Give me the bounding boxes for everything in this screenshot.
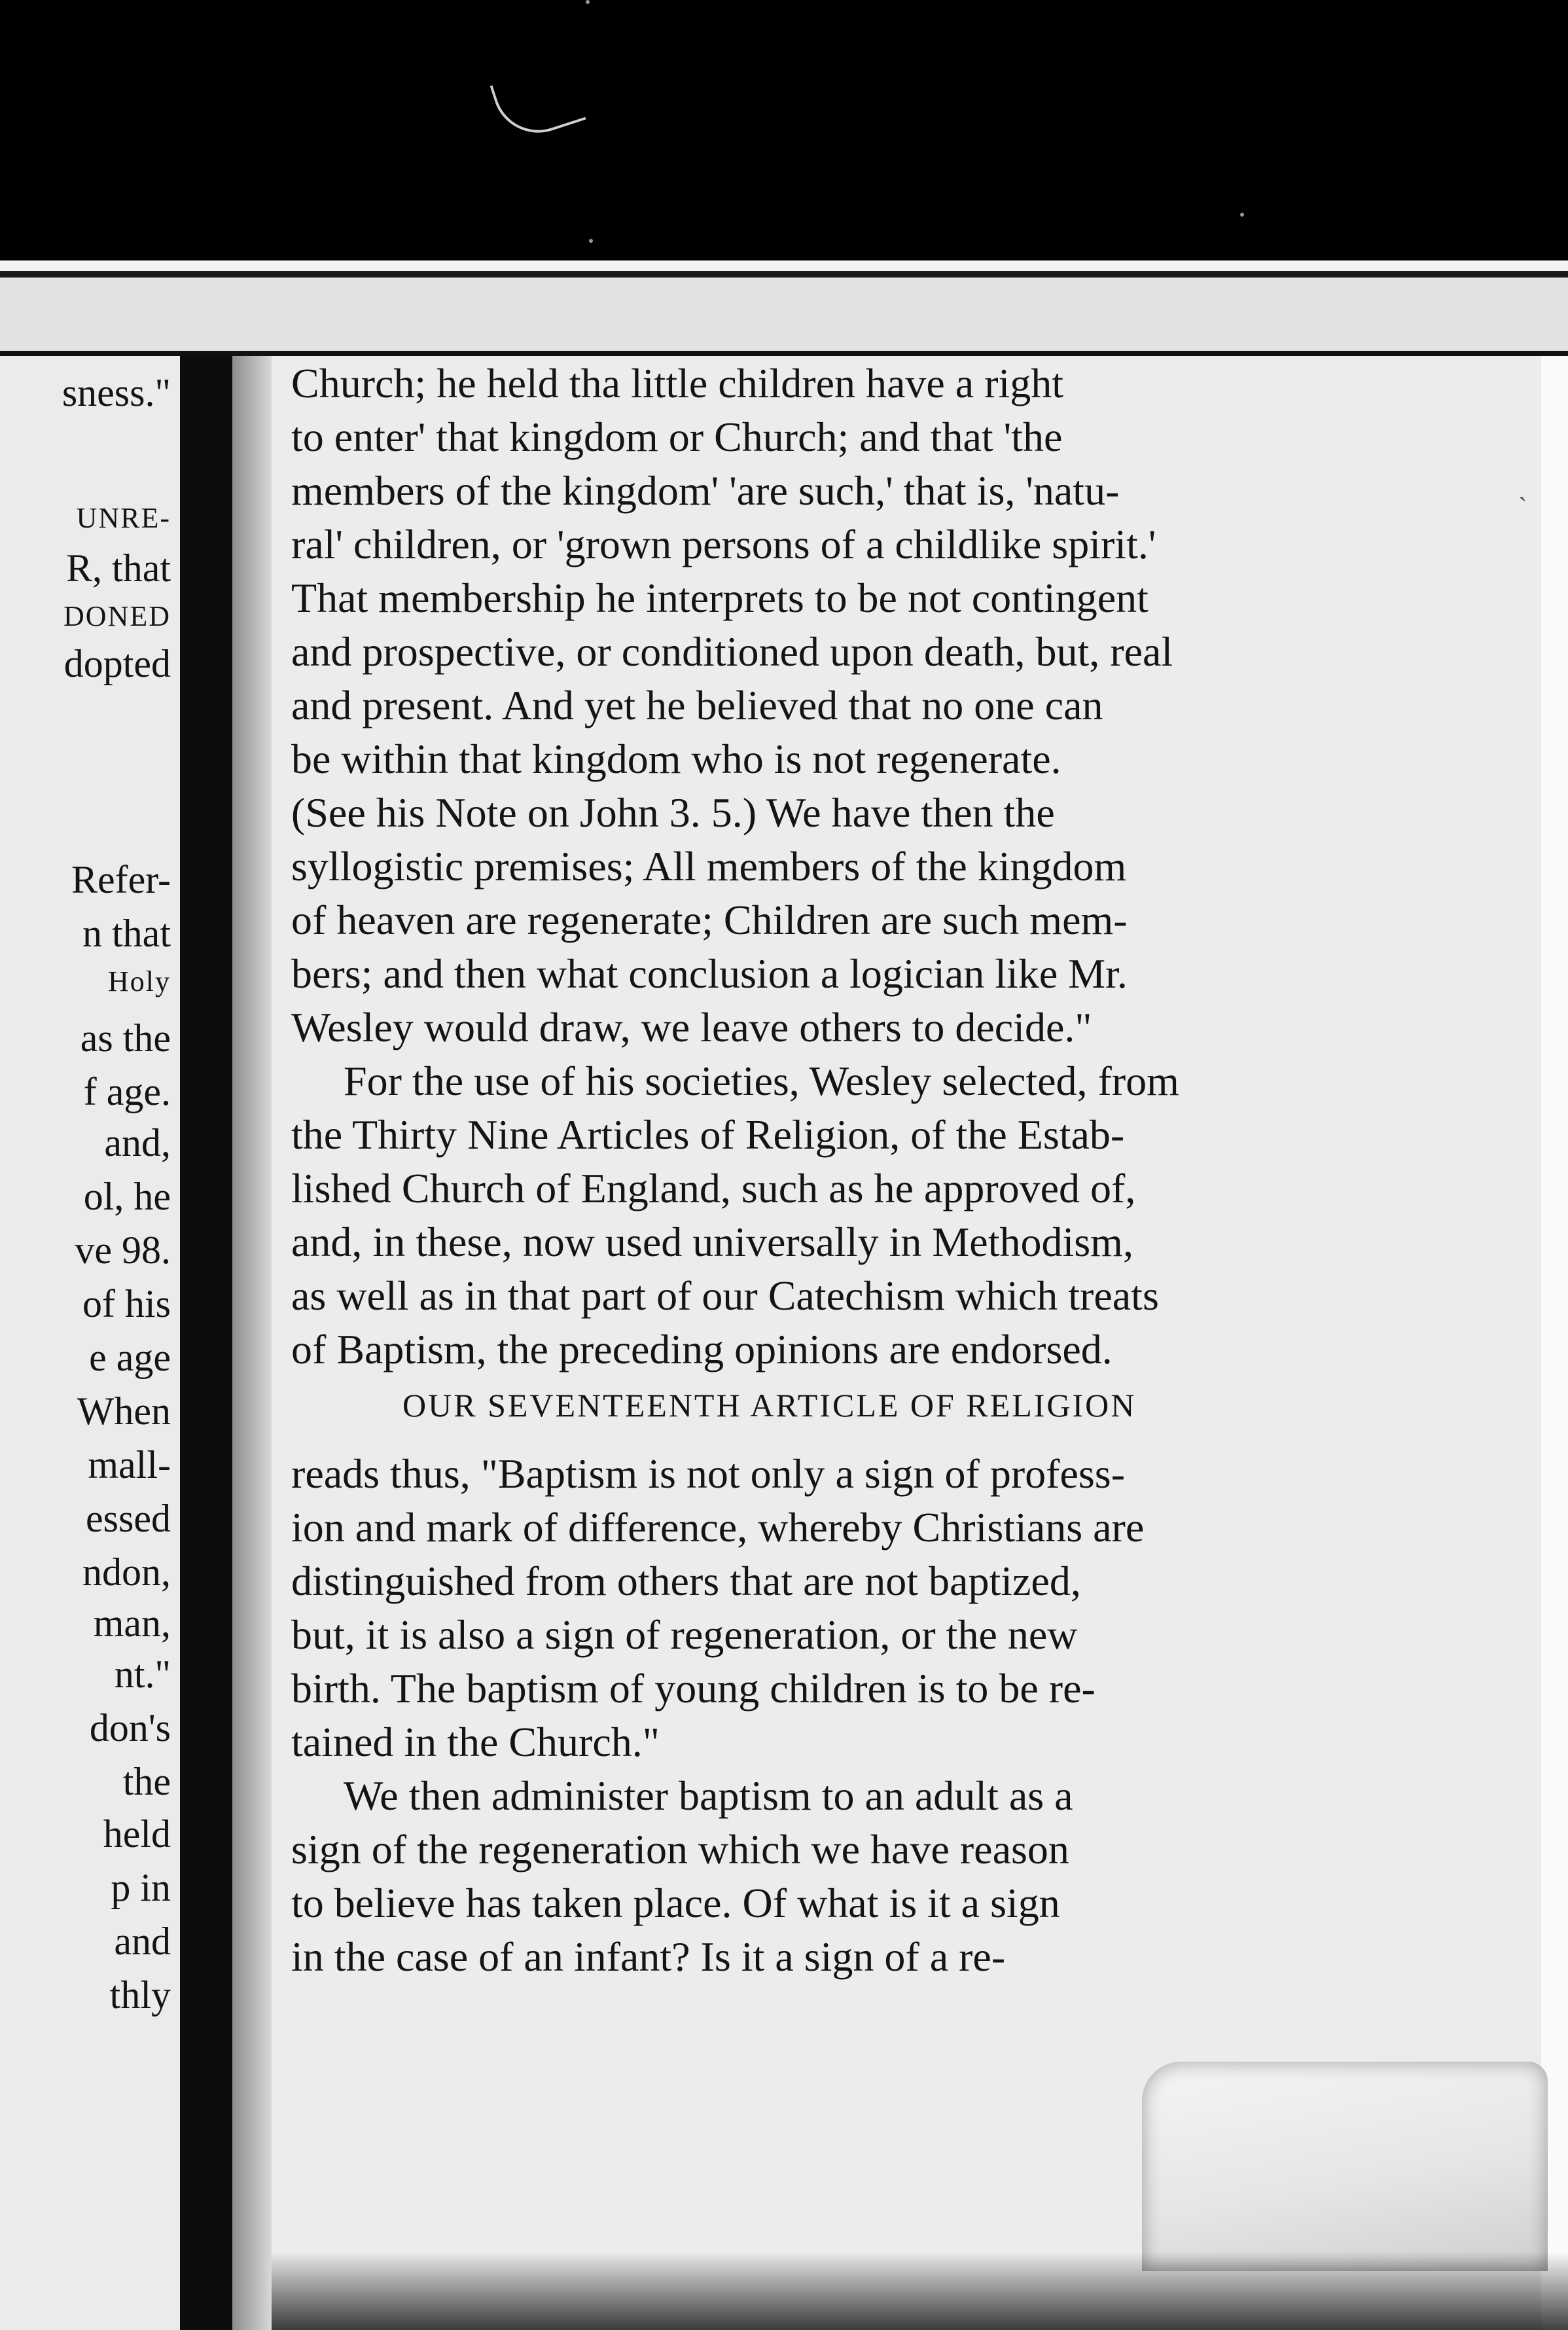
text-line: to believe has taken place. Of what is it a sign xyxy=(291,1880,1060,1926)
left-page-line: n that xyxy=(82,912,171,955)
text-line: ion and mark of difference, whereby Christians are xyxy=(291,1504,1145,1550)
text-line: tained in the Church." xyxy=(291,1719,660,1765)
text-line: That membership he interprets to be not contingent xyxy=(291,575,1149,621)
article-heading: OUR SEVENTEENTH ARTICLE OF RELIGION xyxy=(402,1387,1137,1424)
text-line: members of the kingdom' 'are such,' that is, 'natu- xyxy=(291,467,1120,514)
text-line: lished Church of England, such as he approved of, xyxy=(291,1165,1136,1211)
text-line: in the case of an infant? Is it a sign of a re- xyxy=(291,1933,1006,1980)
scan-separator xyxy=(0,260,1568,271)
left-page-line: When xyxy=(77,1389,171,1433)
page-corner-curl xyxy=(1142,2062,1548,2271)
text-line: of Baptism, the preceding opinions are endorsed. xyxy=(291,1326,1113,1372)
text-line: and present. And yet he believed that no one can xyxy=(291,682,1103,728)
margin-mark: ˎ xyxy=(1518,472,1527,501)
left-page-line: man, xyxy=(93,1602,171,1645)
left-page-line: mall- xyxy=(88,1443,171,1486)
left-page-line: ndon, xyxy=(82,1550,171,1594)
scan-speck xyxy=(1240,213,1244,217)
left-page-line: Holy xyxy=(108,965,171,997)
left-page-line: and xyxy=(114,1920,171,1963)
text-line: We then administer baptism to an adult as a xyxy=(344,1772,1073,1819)
left-page-line: dopted xyxy=(63,642,171,685)
left-page-line: as the xyxy=(80,1016,171,1060)
text-line: For the use of his societies, Wesley selected, from xyxy=(344,1058,1179,1104)
scan-gray-zone xyxy=(0,278,1568,356)
left-page-line: essed xyxy=(86,1497,171,1540)
scan-speck xyxy=(586,0,590,4)
gutter-shadow xyxy=(232,356,272,2330)
left-page-line: Refer- xyxy=(71,858,171,901)
left-page-line: and, xyxy=(104,1121,171,1164)
text-line: bers; and then what conclusion a logician like Mr. xyxy=(291,950,1128,997)
text-line: Church; he held tha little children have a right xyxy=(291,360,1064,406)
page-top-rule xyxy=(0,351,1568,356)
text-line: distinguished from others that are not baptized, xyxy=(291,1558,1081,1604)
left-page-line: ve 98. xyxy=(75,1228,171,1272)
main-page xyxy=(272,356,1568,2330)
left-page-line: p in xyxy=(111,1866,171,1909)
bottom-shadow xyxy=(272,2251,1568,2330)
left-page-line: the xyxy=(122,1760,171,1803)
text-line: sign of the regeneration which we have reason xyxy=(291,1826,1069,1873)
left-page-line: R, that xyxy=(66,547,171,590)
left-page-line: DONED xyxy=(63,600,171,632)
top-black-band xyxy=(0,0,1568,260)
left-page-line: don's xyxy=(89,1706,171,1749)
text-line: but, it is also a sign of regeneration, or the new xyxy=(291,1611,1078,1658)
left-page-line: held xyxy=(103,1812,171,1855)
book-gutter xyxy=(180,356,232,2330)
left-page-line: nt." xyxy=(114,1653,171,1696)
text-line: to enter' that kingdom or Church; and that 'the xyxy=(291,414,1063,460)
left-page-fragment xyxy=(0,356,180,2330)
left-page-line: f age. xyxy=(83,1070,171,1113)
text-line: (See his Note on John 3. 5.) We have then the xyxy=(291,789,1055,836)
text-line: reads thus, "Baptism is not only a sign of profess- xyxy=(291,1450,1125,1497)
left-page-line: thly xyxy=(109,1973,171,2016)
text-line: of heaven are regenerate; Children are such mem- xyxy=(291,897,1128,943)
scan-mark xyxy=(490,61,586,145)
text-line: syllogistic premises; All members of the kingdom xyxy=(291,843,1127,889)
left-page-line: ol, he xyxy=(83,1175,171,1218)
text-line: ral' children, or 'grown persons of a childlike spirit.' xyxy=(291,521,1156,567)
left-page-line: sness." xyxy=(62,371,171,414)
text-line: Wesley would draw, we leave others to decide." xyxy=(291,1004,1092,1050)
left-page-line: e age xyxy=(89,1336,171,1379)
text-line: and prospective, or conditioned upon death, but, real xyxy=(291,628,1173,675)
left-page-line: of his xyxy=(82,1282,171,1325)
text-line: be within that kingdom who is not regenerate. xyxy=(291,736,1061,782)
scan-speck xyxy=(589,239,593,243)
left-page-line: UNRE- xyxy=(76,502,171,534)
text-line: as well as in that part of our Catechism which treats xyxy=(291,1272,1159,1319)
page-edge xyxy=(1541,356,1568,2330)
text-line: and, in these, now used universally in Methodism, xyxy=(291,1219,1133,1265)
text-line: the Thirty Nine Articles of Religion, of the Estab- xyxy=(291,1111,1125,1158)
scan-separator-gap xyxy=(0,271,1568,278)
text-line: birth. The baptism of young children is to be re- xyxy=(291,1665,1096,1712)
